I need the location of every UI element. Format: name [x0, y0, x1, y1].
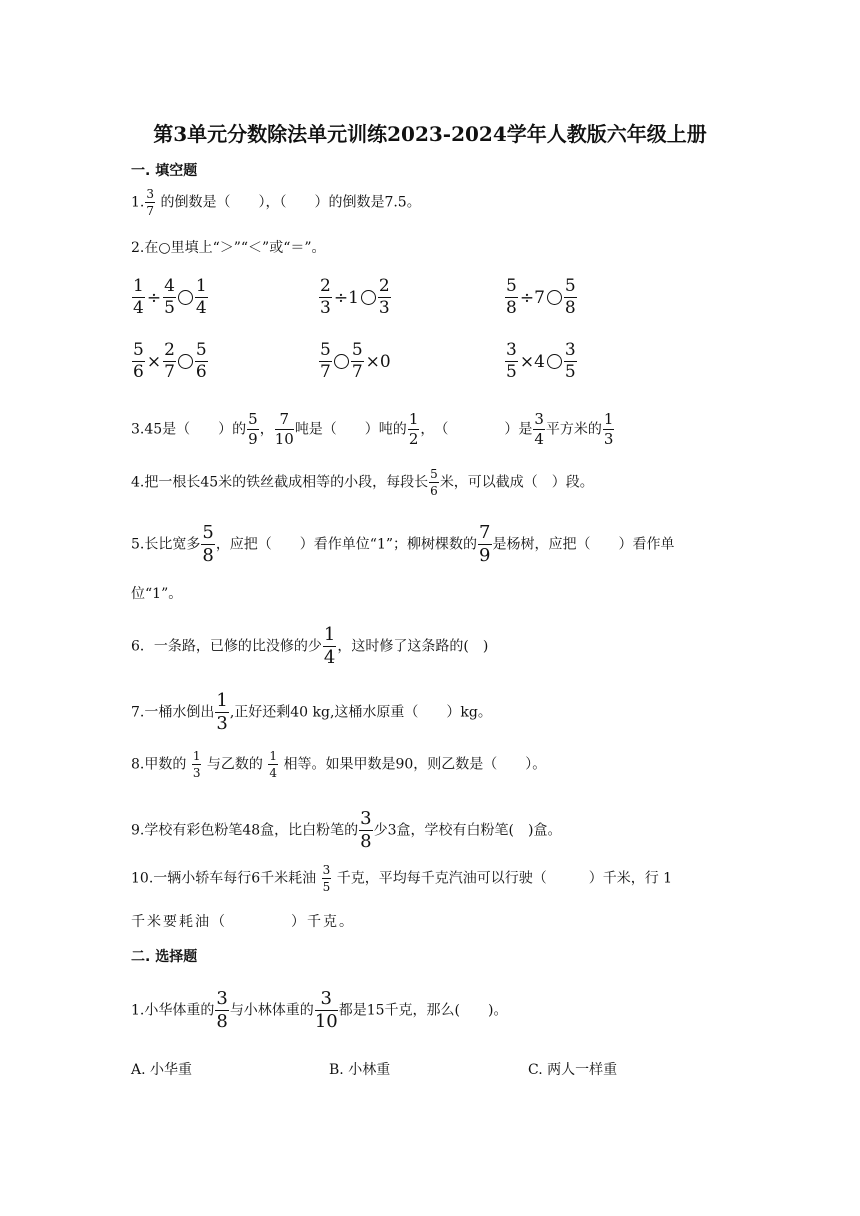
option-a[interactable]: A. 小华重 [131, 1062, 193, 1078]
question-8: 8.甲数的 $\frac{1}{3}$ 与乙数的 $\frac{1}{4}$ 相等。如果甲数是90，则乙数是（ ）。 [131, 749, 547, 780]
compare-item-b2: $\frac{5}{7}$ $\frac{5}{7}$ ×0 [320, 340, 391, 382]
section-heading-fill-blank: 一. 填空题 [131, 163, 198, 179]
page-title: 第3单元分数除法单元训练2023-2024学年人教版六年级上册 [153, 122, 707, 146]
question-10: 10.一辆小轿车每行6千米耗油 $\frac{3}{5}$ 千克，平均每千克汽油可以行驶（ ）千米，行 1 [131, 863, 673, 894]
question-1 [131, 188, 421, 217]
fraction: $\frac{3}{7}$ [146, 187, 154, 218]
section-heading-choice: 二. 选择题 [131, 949, 198, 965]
choice-question-1: 1.小华体重的 $\frac{3}{8}$ 与小林体重的 $\frac{3}{10}$ 都是15千克，那么( )。 [131, 988, 508, 1032]
blank-circle[interactable] [178, 354, 193, 369]
option-c[interactable]: C. 两人一样重 [528, 1062, 618, 1078]
compare-item-a2: $\frac{2}{3}$ ÷1 $\frac{2}{3}$ [320, 276, 390, 318]
compare-item-b3: $\frac{3}{5}$ ×4 $\frac{3}{5}$ [506, 340, 576, 382]
question-6: 6．一条路，已修的比没修的少 $\frac{1}{4}$ ，这时修了这条路的( ) [131, 624, 489, 668]
question-3: 3.45是（ ）的 $\frac{5}{9}$ ， $\frac{7}{10}$ 吨是（ ）吨的 $\frac{1}{2}$ ， （ ）是 $\frac{3}{4}$ 平方米的 $\frac{1}{3}$ [131, 410, 614, 448]
question-2: 2.在○里填上“＞”“＜”或“＝”。 [131, 240, 326, 256]
compare-item-a1: $\frac{1}{4}$ ÷ $\frac{4}{5}$ $\frac{1}{4}$ [133, 276, 207, 318]
blank-circle[interactable] [178, 290, 193, 305]
blank-circle[interactable] [361, 290, 376, 305]
blank-circle[interactable] [547, 290, 562, 305]
question-5: 5.长比宽多 $\frac{5}{8}$ ，应把（ ）看作单位“1”；柳树棵数的 $\frac{7}{9}$ 是杨树，应把（ ）看作单 [131, 522, 675, 566]
question-10-line-2: 千米要耗油（ ）千克。 [131, 914, 355, 930]
question-7: 7.一桶水倒出 $\frac{1}{3}$ ,正好还剩40 kg,这桶水原重（ ）kg。 [131, 690, 492, 734]
question-5-line-2: 位“1”。 [131, 586, 183, 602]
blank-circle[interactable] [547, 354, 562, 369]
question-9: 9.学校有彩色粉笔48盒，比白粉笔的 $\frac{3}{8}$ 少3盒，学校有白粉笔( )盒。 [131, 808, 562, 852]
question-4: 4.把一根长45米的铁丝截成相等的小段，每段长 $\frac{5}{6}$ 米，可以截成（ ）段。 [131, 467, 594, 498]
blank-circle[interactable] [334, 354, 349, 369]
compare-item-b1: $\frac{5}{6}$ × $\frac{2}{7}$ $\frac{5}{6}$ [133, 340, 207, 382]
compare-item-a3: $\frac{5}{8}$ ÷7 $\frac{5}{8}$ [506, 276, 576, 318]
question-text: 的倒数是（ ），（ ）的倒数是7.5。 [156, 194, 421, 211]
option-b[interactable]: B. 小林重 [329, 1062, 391, 1078]
question-number: 1. [131, 194, 145, 211]
